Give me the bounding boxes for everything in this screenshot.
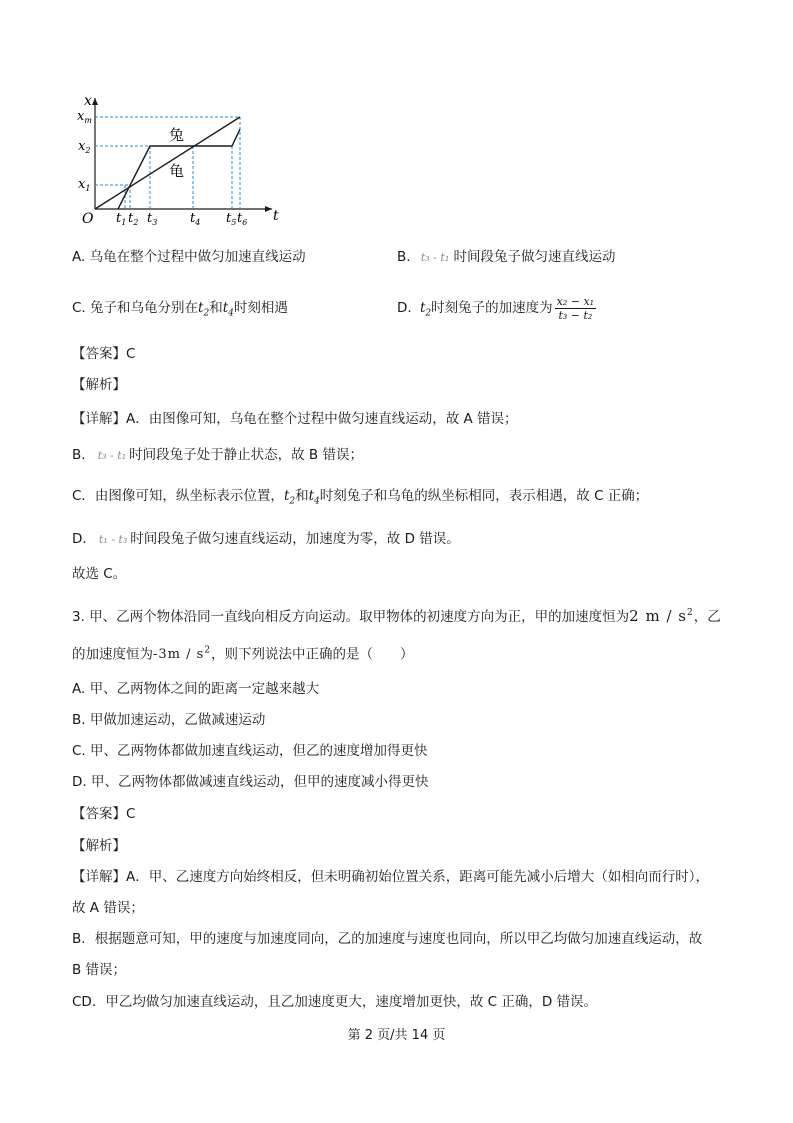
q2-answer: 【答案】C	[72, 346, 136, 362]
q3-analysis: 【解析】	[72, 838, 126, 854]
tick-t2: $t_2$	[128, 211, 139, 227]
q2-option-c: C. 兔子和乌龟分别在$t_2$和$t_4$时刻相遇	[72, 300, 288, 319]
q2-detail-c: C．由图像可知，纵坐标表示位置，$t_2$和$t_4$时刻兔子和乌龟的纵坐标相同，表示相遇，故 C 正确；	[72, 488, 649, 507]
page-footer: 第 2 页/共 14 页	[347, 1028, 446, 1043]
t-axis-arrow	[265, 206, 272, 212]
q3-answer: 【答案】C	[72, 806, 136, 822]
tick-t6: $t_6$	[237, 211, 248, 227]
q2-option-d-fraction: $\frac{\text{x₂ − x₁}}{\text{t₃ − t₂}}$	[556, 294, 595, 322]
tick-t4: $t_4$	[190, 211, 201, 227]
tick-t1: $t_1$	[116, 211, 127, 227]
tick-x1: $x_1$	[78, 177, 91, 193]
turtle-label: 龟	[169, 162, 185, 180]
q3-option-d: D. 甲、乙两物体都做减速直线运动，但甲的速度减小得更快	[72, 774, 429, 790]
tick-t3: $t_3$	[147, 211, 158, 227]
q3-detail-a2: 故 A 错误；	[72, 900, 144, 916]
q3-detail-b1: B．根据题意可知，甲的速度与加速度同向，乙的加速度与速度也同向，所以甲乙均做匀加速直线运动，故	[72, 931, 703, 947]
turtle-line	[95, 117, 240, 209]
q3-option-c: C. 甲、乙两物体都做加速直线运动，但乙的速度增加得更快	[72, 743, 428, 759]
q3-accel-jia: 2 m / $s^2$	[629, 607, 694, 625]
q2-conclusion: 故选 C。	[72, 566, 127, 582]
q2-detail-d: D． t₁ - t₃ 时间段兔子做匀速直线运动，加速度为零，故 D 错误。	[72, 531, 460, 547]
q3-detail-b2: B 错误；	[72, 962, 127, 978]
q3-stem-line2: 的加速度恒为$-3m / s^2$，则下列说法中正确的是（ ）	[72, 646, 414, 663]
q3-option-a: A. 甲、乙两物体之间的距离一定越来越大	[72, 681, 320, 697]
q2-analysis: 【解析】	[72, 377, 126, 393]
position-time-graph	[70, 88, 310, 233]
tick-x2: $x_2$	[78, 139, 91, 155]
q2-detail-b: B． t₃ - t₁ 时间段兔子处于静止状态，故 B 错误；	[72, 447, 363, 463]
q3-accel-yi: $-3m / s^2$	[153, 646, 212, 663]
q2-option-d: D. $t_2$时刻兔子的加速度为 $\frac{\text{x₂ − x₁}}{\text{t₃ − t₂}}$	[397, 294, 595, 322]
origin-label: O	[82, 211, 94, 227]
rabbit-label: 兔	[169, 126, 185, 144]
tick-xm: $x_m$	[77, 109, 92, 125]
q3-option-b: B. 甲做加速运动，乙做减速运动	[72, 712, 266, 728]
q3-detail-a1: 【详解】A．甲、乙速度方向始终相反，但未明确初始位置关系，距离可能先减小后增大（如相向而行时），	[72, 869, 709, 885]
q2-option-b: B. t₃ - t₁ 时间段兔子做匀速直线运动	[397, 249, 616, 265]
q2-option-b-range: t₃ - t₁	[420, 251, 450, 264]
q3-detail-cd: CD．甲乙均做匀加速直线运动，且乙加速度更大，速度增加更快，故 C 正确，D 错误。	[72, 994, 598, 1010]
q2-option-a: A. 乌龟在整个过程中做匀加速直线运动	[72, 249, 306, 265]
x-axis-arrow	[92, 98, 98, 105]
t-axis-label: t	[273, 208, 279, 224]
q2-detail-a: 【详解】A．由图像可知，乌龟在整个过程中做匀速直线运动，故 A 错误；	[72, 411, 518, 427]
x-axis-label: x	[84, 93, 92, 109]
q3-stem-line1: 3. 甲、乙两个物体沿同一直线向相反方向运动。取甲物体的初速度方向为正，甲的加速度恒为2 m / $s^2$，乙	[72, 607, 721, 625]
tick-t5: $t_5$	[226, 211, 237, 227]
